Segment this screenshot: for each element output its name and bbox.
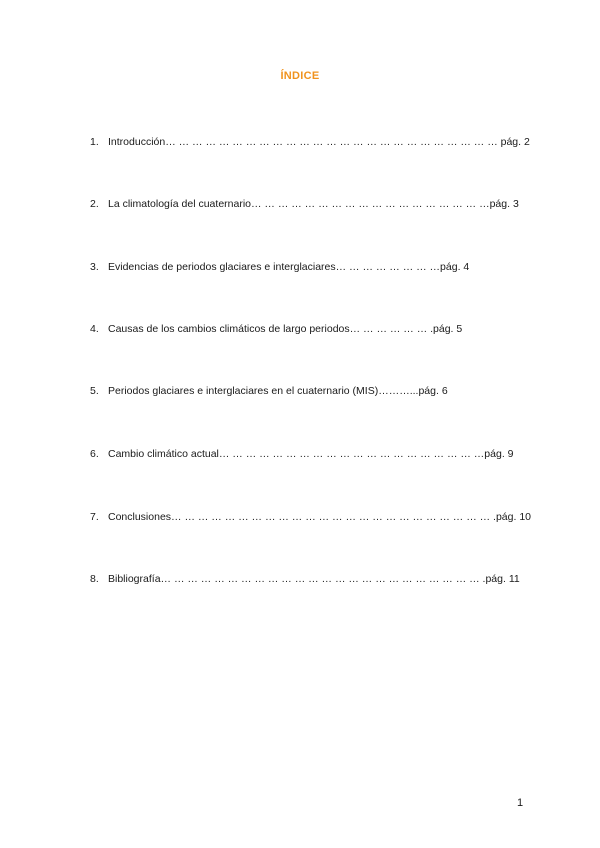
toc-entry-periodos — [90, 384, 470, 398]
toc-entry-number: 2. — [90, 198, 99, 210]
toc-entry-cambio-climatico — [90, 447, 514, 461]
toc-entry-text: Cambio climático actual… … … … … … … … … … … … … … … … … … … …pág. 9 — [108, 448, 514, 460]
toc-entry-text: Bibliografía… … … … … … … … … … … … … … … … … … … … … … … … .pág. 11 — [108, 573, 520, 585]
toc-entry-number: 5. — [90, 385, 99, 397]
toc-entry-evidencias — [90, 260, 470, 274]
toc-entry-number: 3. — [90, 261, 99, 273]
toc-entry-bibliografia — [90, 572, 520, 586]
toc-entry-number: 6. — [90, 448, 99, 460]
index-title: ÍNDICE — [280, 70, 320, 82]
toc-entry-text: Introducción… … … … … … … … … … … … … … … … … … … … … … … … … pág. 2 — [108, 136, 530, 148]
toc-entry-text: Conclusiones… … … … … … … … … … … … … … … … … … … … … … … … .pág. 10 — [108, 511, 531, 523]
toc-entry-climatologia — [90, 197, 519, 211]
toc-entry-text: Causas de los cambios climáticos de largo periodos… … … … … … .pág. 5 — [108, 323, 463, 335]
toc-entry-number: 1. — [90, 136, 99, 148]
toc-entry-text: La climatología del cuaternario… … … … … … … … … … … … … … … … … …pág. 3 — [108, 198, 519, 210]
toc-entry-conclusiones — [90, 510, 531, 524]
toc-entry-introduccion — [90, 135, 530, 149]
toc-entry-number: 4. — [90, 323, 99, 335]
toc-entry-number: 8. — [90, 573, 99, 585]
footer-page-number: 1 — [517, 797, 524, 809]
toc-entry-text: Periodos glaciares e interglaciares en el cuaternario (MIS)………...pág. 6 — [108, 385, 448, 397]
toc-entry-text: Evidencias de periodos glaciares e interglaciares… … … … … … … …pág. 4 — [108, 261, 470, 273]
toc-entry-number: 7. — [90, 511, 99, 523]
toc-entry-causas — [90, 322, 470, 336]
